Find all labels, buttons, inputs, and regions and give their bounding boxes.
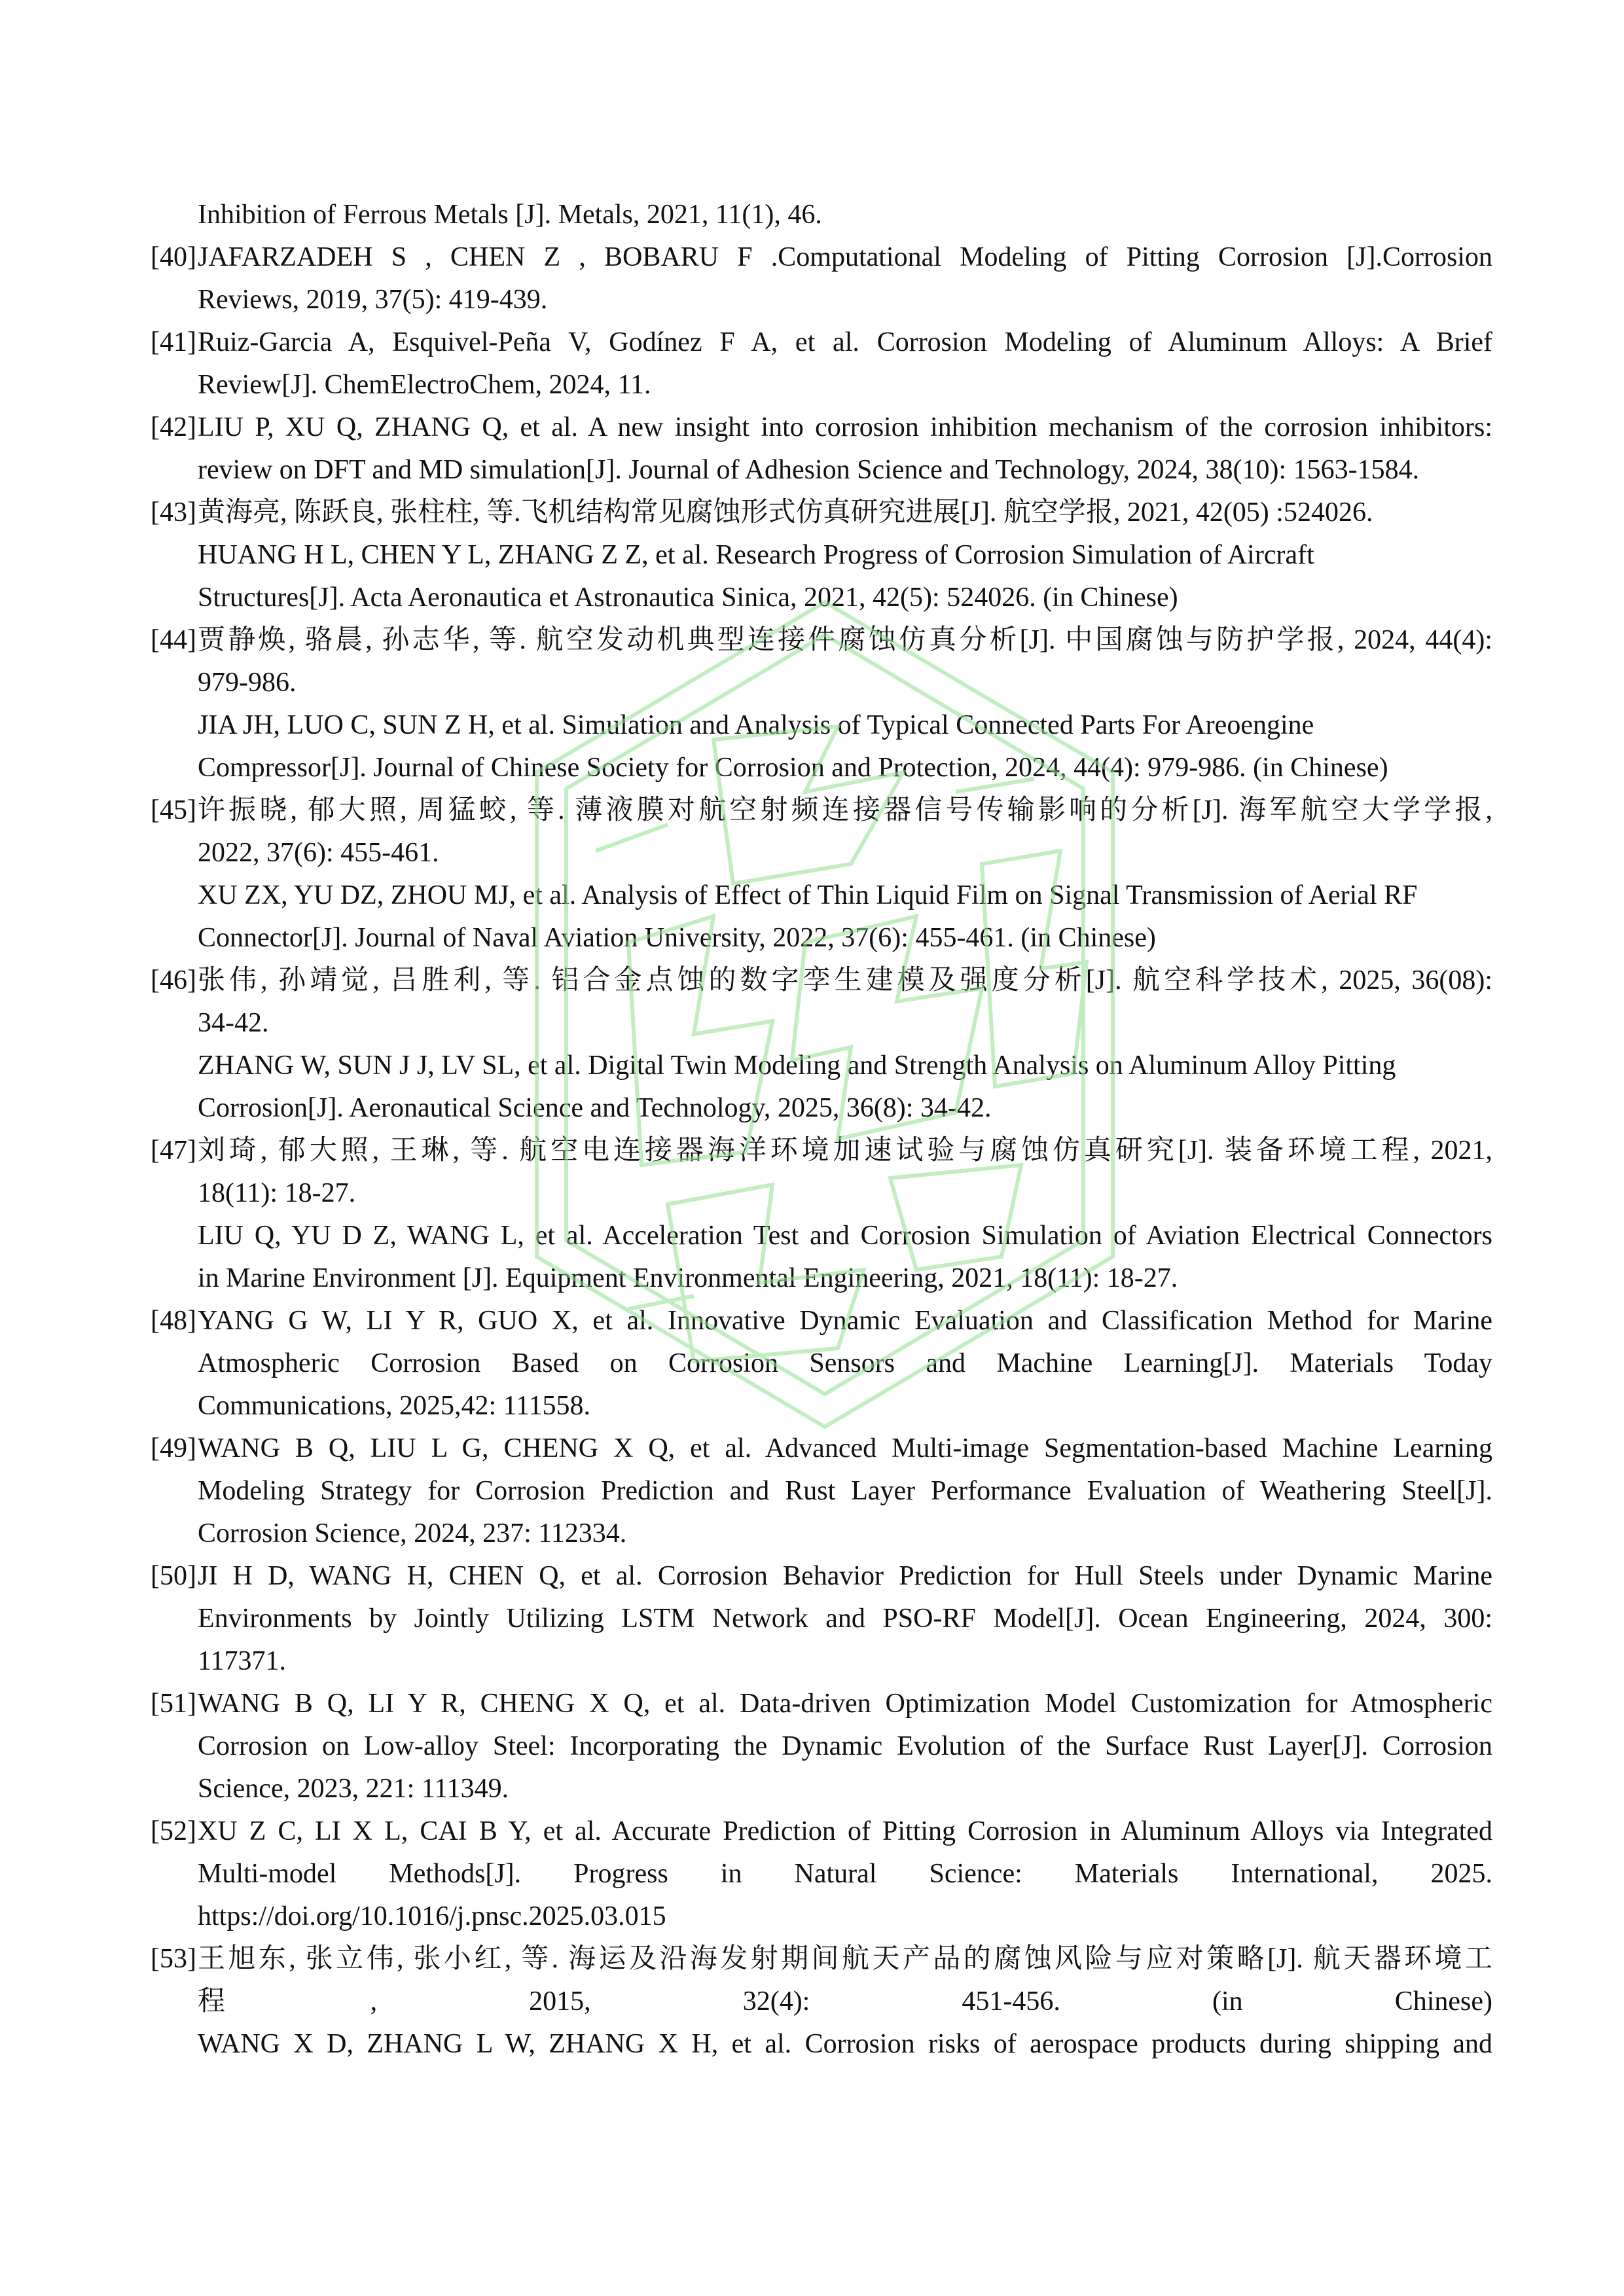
reference-line: LIU P, XU Q, ZHANG Q, et al. A new insight into corrosion inhibition mechanism of the corrosion inhibitors: (198, 412, 1492, 442)
reference-number: [43] (151, 497, 196, 528)
reference-number: [51] (151, 1689, 196, 1719)
reference-line: Corrosion on Low-alloy Steel: Incorporating the Dynamic Evolution of the Surface Rust Layer[J]. Corrosion (198, 1731, 1492, 1761)
reference-line: 程, 2015, 32(4): 451-456. (in Chinese) (198, 1986, 1492, 2017)
reference-line: YANG G W, LI Y R, GUO X, et al. Innovative Dynamic Evaluation and Classification Method for Marine (198, 1306, 1492, 1336)
reference-number: [50] (151, 1561, 196, 1591)
reference-line: 许振晓, 郁大照, 周猛蛟, 等. 薄液膜对航空射频连接器信号传输影响的分析[J]. 海军航空大学学报, (198, 795, 1492, 825)
reference-line: 34-42. (198, 1008, 269, 1038)
reference-line: Environments by Jointly Utilizing LSTM Network and PSO-RF Model[J]. Ocean Engineering, 2024, 300: (198, 1604, 1492, 1634)
reference-line: 刘琦, 郁大照, 王琳, 等. 航空电连接器海洋环境加速试验与腐蚀仿真研究[J]. 装备环境工程, 2021, (198, 1136, 1492, 1166)
reference-number: [52] (151, 1816, 196, 1846)
reference-line: WANG X D, ZHANG L W, ZHANG X H, et al. Corrosion risks of aerospace products during shipping and (198, 2029, 1492, 2059)
reference-line: LIU Q, YU D Z, WANG L, et al. Acceleration Test and Corrosion Simulation of Aviation Electrical Connectors (198, 1221, 1492, 1251)
reference-line: Reviews, 2019, 37(5): 419-439. (198, 285, 548, 315)
reference-item (151, 960, 1492, 1130)
reference-item (151, 1938, 1492, 2066)
reference-line: HUANG H L, CHEN Y L, ZHANG Z Z, et al. Research Progress of Corrosion Simulation of Aircraft (198, 540, 1314, 570)
reference-item (151, 236, 1492, 321)
reference-line: 117371. (198, 1646, 286, 1676)
reference-line: ZHANG W, SUN J J, LV SL, et al. Digital Twin Modeling and Strength Analysis on Aluminum Alloy Pitting (198, 1050, 1396, 1081)
reference-item (151, 619, 1492, 789)
reference-line: review on DFT and MD simulation[J]. Journal of Adhesion Science and Technology, 2024, 38(10): 1563-1584. (198, 455, 1420, 485)
reference-line: Modeling Strategy for Corrosion Prediction and Rust Layer Performance Evaluation of Weathering Steel[J]. (198, 1476, 1492, 1506)
reference-line: Structures[J]. Acta Aeronautica et Astronautica Sinica, 2021, 42(5): 524026. (in Chinese) (198, 583, 1178, 613)
reference-line: 王旭东, 张立伟, 张小红, 等. 海运及沿海发射期间航天产品的腐蚀风险与应对策略[J]. 航天器环境工 (198, 1944, 1492, 1974)
reference-item (151, 789, 1492, 960)
reference-line: Atmospheric Corrosion Based on Corrosion Sensors and Machine Learning[J]. Materials Today (198, 1348, 1492, 1378)
reference-line: 2022, 37(6): 455-461. (198, 838, 439, 868)
reference-line: JAFARZADEH S , CHEN Z , BOBARU F .Computational Modeling of Pitting Corrosion [J].Corrosion (198, 242, 1492, 272)
reference-line: https://doi.org/10.1016/j.pnsc.2025.03.015 (198, 1901, 666, 1931)
reference-item (151, 1555, 1492, 1683)
reference-number: [47] (151, 1136, 196, 1166)
reference-item (151, 321, 1492, 406)
reference-line: Review[J]. ChemElectroChem, 2024, 11. (198, 370, 651, 400)
reference-line: in Marine Environment [J]. Equipment Environmental Engineering, 2021, 18(11): 18-27. (198, 1263, 1178, 1293)
reference-line: XU ZX, YU DZ, ZHOU MJ, et al. Analysis of Effect of Thin Liquid Film on Signal Transmission of Aerial RF (198, 880, 1418, 910)
reference-item (151, 1810, 1492, 1938)
reference-line: 979-986. (198, 668, 297, 698)
reference-number: [53] (151, 1944, 196, 1974)
reference-number: [42] (151, 412, 196, 442)
reference-line: 黄海亮, 陈跃良, 张柱柱, 等.飞机结构常见腐蚀形式仿真研究进展[J]. 航空学报, 2021, 42(05) :524026. (198, 497, 1373, 528)
reference-item (151, 406, 1492, 492)
reference-line: XU Z C, LI X L, CAI B Y, et al. Accurate Prediction of Pitting Corrosion in Aluminum Alloys via Integrated (198, 1816, 1492, 1846)
reference-line: Inhibition of Ferrous Metals [J]. Metals, 2021, 11(1), 46. (198, 200, 822, 230)
reference-item (151, 1300, 1492, 1427)
reference-line: 18(11): 18-27. (198, 1178, 356, 1208)
reference-line: Connector[J]. Journal of Naval Aviation University, 2022, 37(6): 455-461. (in Chinese) (198, 923, 1156, 953)
reference-line: Compressor[J]. Journal of Chinese Society for Corrosion and Protection, 2024, 44(4): 979-986. (in Chinese) (198, 753, 1388, 783)
reference-continuation (151, 194, 1492, 236)
reference-line: 贾静焕, 骆晨, 孙志华, 等. 航空发动机典型连接件腐蚀仿真分析[J]. 中国腐蚀与防护学报, 2024, 44(4): (198, 625, 1492, 655)
reference-line: Multi-model Methods[J]. Progress in Natural Science: Materials International, 2025. (198, 1859, 1492, 1889)
reference-line: JIA JH, LUO C, SUN Z H, et al. Simulation and Analysis of Typical Connected Parts For Areoengine (198, 710, 1314, 740)
reference-line: Corrosion Science, 2024, 237: 112334. (198, 1518, 627, 1549)
reference-number: [44] (151, 625, 196, 655)
reference-line: Science, 2023, 221: 111349. (198, 1774, 509, 1804)
reference-number: [48] (151, 1306, 196, 1336)
reference-number: [40] (151, 242, 196, 272)
reference-line: WANG B Q, LIU L G, CHENG X Q, et al. Advanced Multi-image Segmentation-based Machine Learning (198, 1433, 1492, 1463)
reference-line: Communications, 2025,42: 111558. (198, 1391, 591, 1421)
reference-item (151, 1427, 1492, 1555)
reference-line: Corrosion[J]. Aeronautical Science and Technology, 2025, 36(8): 34-42. (198, 1093, 992, 1123)
reference-line: WANG B Q, LI Y R, CHENG X Q, et al. Data-driven Optimization Model Customization for Atmospheric (198, 1689, 1492, 1719)
reference-number: [49] (151, 1433, 196, 1463)
reference-number: [41] (151, 327, 196, 357)
reference-list (151, 194, 1492, 2066)
reference-line: JI H D, WANG H, CHEN Q, et al. Corrosion Behavior Prediction for Hull Steels under Dynamic Marine (198, 1561, 1492, 1591)
reference-item (151, 1130, 1492, 1300)
reference-line: 张伟, 孙靖觉, 吕胜利, 等. 铝合金点蚀的数字孪生建模及强度分析[J]. 航空科学技术, 2025, 36(08): (198, 965, 1492, 996)
reference-line: Ruiz-Garcia A, Esquivel-Peña V, Godínez F A, et al. Corrosion Modeling of Aluminum Alloys: A Brief (198, 327, 1492, 357)
reference-number: [45] (151, 795, 196, 825)
reference-item (151, 492, 1492, 619)
reference-number: [46] (151, 965, 196, 996)
reference-item (151, 1683, 1492, 1810)
